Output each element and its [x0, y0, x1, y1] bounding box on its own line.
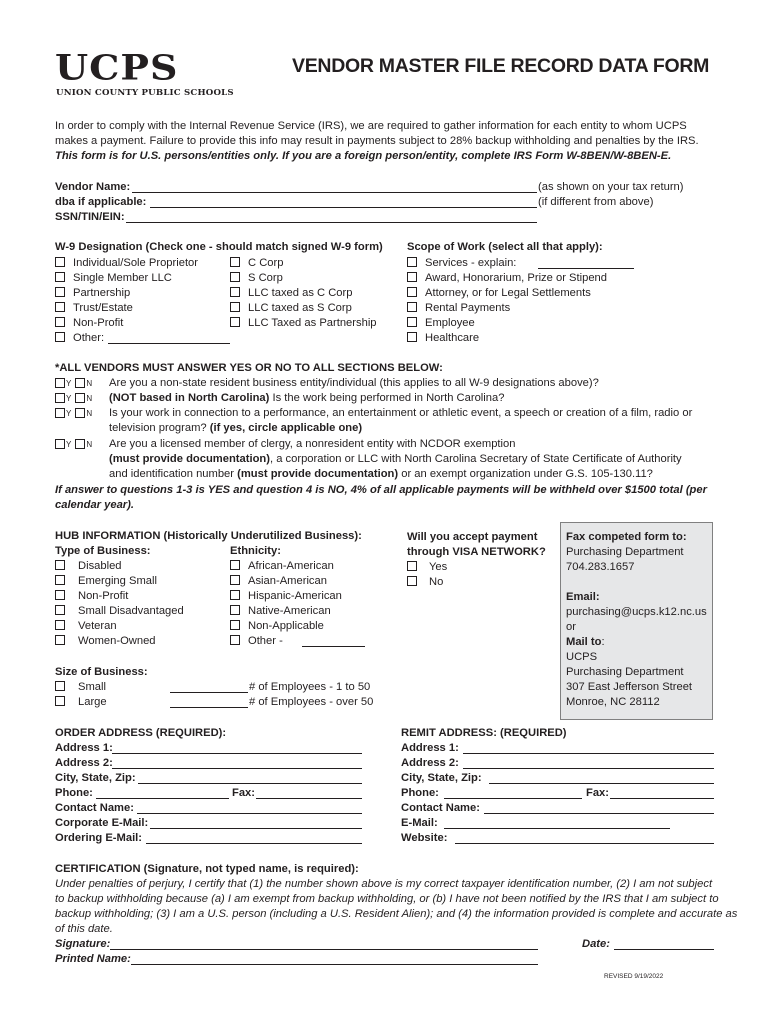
question-3-text: Is your work in connection to a performance, an entertainment or athletic event, a speech or creation of a film, radio or	[109, 407, 693, 419]
mail-line-2: Purchasing Department	[566, 666, 684, 678]
order-phone-label: Phone:	[55, 787, 93, 799]
w9-option[interactable]: C Corp	[230, 256, 283, 271]
size-of-business-label: Size of Business:	[55, 666, 148, 678]
fax-heading: Fax competed form to:	[566, 531, 687, 543]
order-email-label: Corporate E-Mail:	[55, 817, 149, 829]
w9-option[interactable]: Partnership	[55, 286, 130, 301]
ethnicity-option[interactable]: Non-Applicable	[230, 619, 324, 634]
question-4-text-c: and identification number (must provide documentation) or an exempt organization under G.S. 105-130.11?	[109, 468, 653, 480]
checkbox[interactable]	[55, 605, 65, 615]
checkbox[interactable]	[55, 257, 65, 267]
ssn-field[interactable]	[126, 211, 537, 223]
remit-website-label: Website:	[401, 832, 448, 844]
remit-email-label: E-Mail:	[401, 817, 438, 829]
ethnicity-label: Ethnicity:	[230, 545, 281, 557]
logo-subtitle: UNION COUNTY PUBLIC SCHOOLS	[56, 88, 234, 98]
order-csz-label: City, State, Zip:	[55, 772, 136, 784]
revised-date: REVISED 9/19/2022	[604, 973, 664, 980]
ordering-email-label: Ordering E-Mail:	[55, 832, 143, 844]
intro-line-2: makes a payment. Failure to provide this info may result in payments subject to 28% backup withholding and penalties by the IRS.	[55, 135, 699, 147]
withholding-note-2: calendar year).	[55, 499, 134, 511]
no-checkbox[interactable]	[75, 378, 85, 388]
signature-label: Signature:	[55, 938, 111, 950]
ethnicity-option[interactable]: Other -	[230, 634, 283, 649]
ethnicity-option[interactable]: Asian-American	[230, 574, 327, 589]
withholding-note-1: If answer to questions 1-3 is YES and question 4 is NO, 4% of all applicable payments will be withheld over $1500 total (per	[55, 484, 707, 496]
mail-line-4: Monroe, NC 28112	[566, 696, 660, 708]
w9-option[interactable]: Non-Profit	[55, 316, 123, 331]
yes-checkbox[interactable]	[55, 378, 65, 388]
scope-option[interactable]: Healthcare	[407, 331, 479, 346]
visa-yes-option[interactable]: Yes	[407, 560, 447, 575]
checkbox[interactable]	[407, 317, 417, 327]
mail-line-3: 307 East Jefferson Street	[566, 681, 693, 693]
checkbox[interactable]	[407, 272, 417, 282]
remit-email-field[interactable]	[444, 817, 670, 829]
w9-option[interactable]: Individual/Sole Proprietor	[55, 256, 198, 271]
checkbox[interactable]	[230, 287, 240, 297]
visa-question-2: through VISA NETWORK?	[407, 546, 546, 558]
printed-name-field[interactable]	[131, 953, 538, 965]
w9-other-field[interactable]	[108, 332, 230, 344]
certification-text-1: Under penalties of perjury, I certify that (1) the number shown above is my correct taxpayer identification number, (2) I am not subject	[55, 878, 713, 890]
type-of-business-label: Type of Business:	[55, 545, 151, 557]
order-address2-label: Address 2:	[55, 757, 113, 769]
certification-heading: CERTIFICATION (Signature, not typed name, is required):	[55, 863, 359, 875]
small-employees-field[interactable]	[170, 681, 248, 693]
ethnicity-option[interactable]: Native-American	[230, 604, 331, 619]
remit-fax-field[interactable]	[610, 787, 714, 799]
form-title: VENDOR MASTER FILE RECORD DATA FORM	[292, 55, 710, 77]
date-label: Date:	[582, 938, 610, 950]
remit-address1-field[interactable]	[463, 742, 714, 754]
checkbox[interactable]	[55, 696, 65, 706]
checkbox[interactable]	[230, 272, 240, 282]
remit-csz-field[interactable]	[489, 772, 714, 784]
order-fax-field[interactable]	[256, 787, 362, 799]
size-option[interactable]: Large	[55, 695, 107, 710]
ssn-label: SSN/TIN/EIN:	[55, 211, 125, 223]
question-3: Y N	[55, 406, 96, 422]
mail-label: Mail to:	[566, 636, 605, 648]
intro-line-1: In order to comply with the Internal Revenue Service (IRS), we are required to gather information for each entity to whom UCPS	[55, 120, 687, 132]
checkbox[interactable]	[55, 560, 65, 570]
order-address1-label: Address 1:	[55, 742, 113, 754]
scope-option[interactable]: Award, Honorarium, Prize or Stipend	[407, 271, 607, 286]
remit-phone-label: Phone:	[401, 787, 439, 799]
remit-address1-label: Address 1:	[401, 742, 459, 754]
remit-fax-label: Fax:	[586, 787, 610, 799]
small-employees-note: # of Employees - 1 to 50	[249, 681, 371, 693]
w9-option-other[interactable]: Other:	[55, 331, 104, 346]
remit-csz-label: City, State, Zip:	[401, 772, 482, 784]
question-4: Y N	[55, 437, 96, 453]
fax-dept: Purchasing Department	[566, 546, 684, 558]
checkbox[interactable]	[407, 287, 417, 297]
checkbox[interactable]	[407, 576, 417, 586]
checkbox[interactable]	[407, 332, 417, 342]
large-employees-field[interactable]	[170, 696, 248, 708]
fax-number: 704.283.1657	[566, 561, 635, 573]
remit-contact-field[interactable]	[484, 802, 714, 814]
checkbox[interactable]	[55, 317, 65, 327]
ethnicity-option[interactable]: Hispanic-American	[230, 589, 342, 604]
hub-type-option[interactable]: Non-Profit	[55, 589, 128, 604]
visa-question-1: Will you accept payment	[407, 531, 538, 543]
remit-heading: REMIT ADDRESS: (REQUIRED)	[401, 727, 567, 739]
hub-type-option[interactable]: Disabled	[55, 559, 122, 574]
checkbox[interactable]	[230, 560, 240, 570]
checkbox[interactable]	[55, 332, 65, 342]
checkbox[interactable]	[55, 287, 65, 297]
scope-option[interactable]: Attorney, or for Legal Settlements	[407, 286, 591, 301]
date-field[interactable]	[614, 938, 714, 950]
large-employees-note: # of Employees - over 50	[249, 696, 374, 708]
question-4-text: Are you a licensed member of clergy, a nonresident entity with NCDOR exemption	[109, 438, 516, 450]
checkbox[interactable]	[407, 257, 417, 267]
yes-checkbox[interactable]	[55, 408, 65, 418]
mail-line-1: UCPS	[566, 651, 598, 663]
checkbox[interactable]	[230, 257, 240, 267]
w9-option[interactable]: LLC taxed as S Corp	[230, 301, 352, 316]
hub-type-option[interactable]: Small Disadvantaged	[55, 604, 184, 619]
question-2: Y N	[55, 391, 96, 407]
scope-option[interactable]: Services - explain:	[407, 256, 516, 271]
w9-option[interactable]: Trust/Estate	[55, 301, 133, 316]
yes-checkbox[interactable]	[55, 439, 65, 449]
email-label: Email:	[566, 591, 600, 603]
ucps-logo: UCPS	[55, 46, 179, 88]
question-3-text-b: television program? (if yes, circle applicable one)	[109, 422, 363, 434]
checkbox[interactable]	[407, 561, 417, 571]
visa-no-option[interactable]: No	[407, 575, 443, 590]
remit-contact-label: Contact Name:	[401, 802, 480, 814]
order-csz-field[interactable]	[138, 772, 362, 784]
question-1: Y N	[55, 376, 96, 392]
question-2-text: (NOT based in North Carolina) Is the work being performed in North Carolina?	[109, 392, 505, 404]
checkbox[interactable]	[230, 605, 240, 615]
printed-name-label: Printed Name:	[55, 953, 131, 965]
w9-option[interactable]: Single Member LLC	[55, 271, 172, 286]
ethnicity-other-field[interactable]	[302, 635, 365, 647]
email-address: purchasing@ucps.k12.nc.us	[566, 606, 707, 618]
checkbox[interactable]	[230, 620, 240, 630]
question-4-text-b: (must provide documentation), a corporation or LLC with North Carolina Secretary of State Certificate of Authority	[109, 453, 682, 465]
certification-text-3: backup withholding; (3) I am a U.S. person (including a U.S. Resident Alien); and (4) the information provided is complete and accurate as	[55, 908, 738, 920]
checkbox[interactable]	[55, 272, 65, 282]
order-email-field[interactable]	[150, 817, 362, 829]
checkbox[interactable]	[230, 317, 240, 327]
vendor-name-note: (as shown on your tax return)	[538, 181, 684, 193]
no-checkbox[interactable]	[75, 408, 85, 418]
w9-option[interactable]: LLC taxed as C Corp	[230, 286, 352, 301]
yes-checkbox[interactable]	[55, 393, 65, 403]
order-contact-field[interactable]	[137, 802, 362, 814]
checkbox[interactable]	[55, 590, 65, 600]
dba-note: (if different from above)	[538, 196, 654, 208]
no-checkbox[interactable]	[75, 393, 85, 403]
signature-field[interactable]	[110, 938, 538, 950]
checkbox[interactable]	[55, 620, 65, 630]
checkbox[interactable]	[230, 302, 240, 312]
w9-option[interactable]: LLC Taxed as Partnership	[230, 316, 377, 331]
order-address1-field[interactable]	[112, 742, 362, 754]
checkbox[interactable]	[230, 635, 240, 645]
intro-line-3: This form is for U.S. persons/entities only. If you are a foreign person/entity, complete IRS Form W-8BEN/W-8BEN-E.	[55, 150, 672, 162]
remit-website-field[interactable]	[455, 832, 714, 844]
hub-type-option[interactable]: Women-Owned	[55, 634, 156, 649]
w9-heading: W-9 Designation (Check one - should match signed W-9 form)	[55, 241, 383, 253]
checkbox[interactable]	[230, 575, 240, 585]
dba-label: dba if applicable:	[55, 196, 147, 208]
order-address2-field[interactable]	[112, 757, 362, 769]
checkbox[interactable]	[230, 590, 240, 600]
certification-text-4: of this date.	[55, 923, 113, 935]
or-text: or	[566, 621, 576, 633]
scope-heading: Scope of Work (select all that apply):	[407, 241, 603, 253]
dba-field[interactable]	[150, 196, 537, 208]
w9-option[interactable]: S Corp	[230, 271, 283, 286]
scope-option[interactable]: Employee	[407, 316, 475, 331]
ethnicity-option[interactable]: African-American	[230, 559, 334, 574]
checkbox[interactable]	[55, 302, 65, 312]
hub-type-option[interactable]: Emerging Small	[55, 574, 157, 589]
order-heading: ORDER ADDRESS (REQUIRED):	[55, 727, 227, 739]
vendor-name-field[interactable]	[132, 181, 537, 193]
order-phone-field[interactable]	[96, 787, 229, 799]
checkbox[interactable]	[55, 575, 65, 585]
no-checkbox[interactable]	[75, 439, 85, 449]
remit-phone-field[interactable]	[444, 787, 582, 799]
vendor-name-label: Vendor Name:	[55, 181, 131, 193]
checkbox[interactable]	[55, 681, 65, 691]
hub-type-option[interactable]: Veteran	[55, 619, 117, 634]
checkbox[interactable]	[55, 635, 65, 645]
hub-heading: HUB INFORMATION (Historically Underutilized Business):	[55, 530, 362, 542]
scope-option[interactable]: Rental Payments	[407, 301, 510, 316]
order-contact-label: Contact Name:	[55, 802, 134, 814]
question-1-text: Are you a non-state resident business entity/individual (this applies to all W-9 designations above)?	[109, 377, 599, 389]
checkbox[interactable]	[407, 302, 417, 312]
certification-text-2: to backup withholding because (a) I am exempt from backup withholding, or (b) I have not been notified by the IRS that I am subject to	[55, 893, 719, 905]
remit-address2-field[interactable]	[463, 757, 714, 769]
services-explain-field[interactable]	[538, 257, 634, 269]
ordering-email-field[interactable]	[146, 832, 362, 844]
order-fax-label: Fax:	[232, 787, 256, 799]
remit-address2-label: Address 2:	[401, 757, 459, 769]
questions-heading: *ALL VENDORS MUST ANSWER YES OR NO TO ALL SECTIONS BELOW:	[55, 362, 443, 374]
size-option[interactable]: Small	[55, 680, 106, 695]
